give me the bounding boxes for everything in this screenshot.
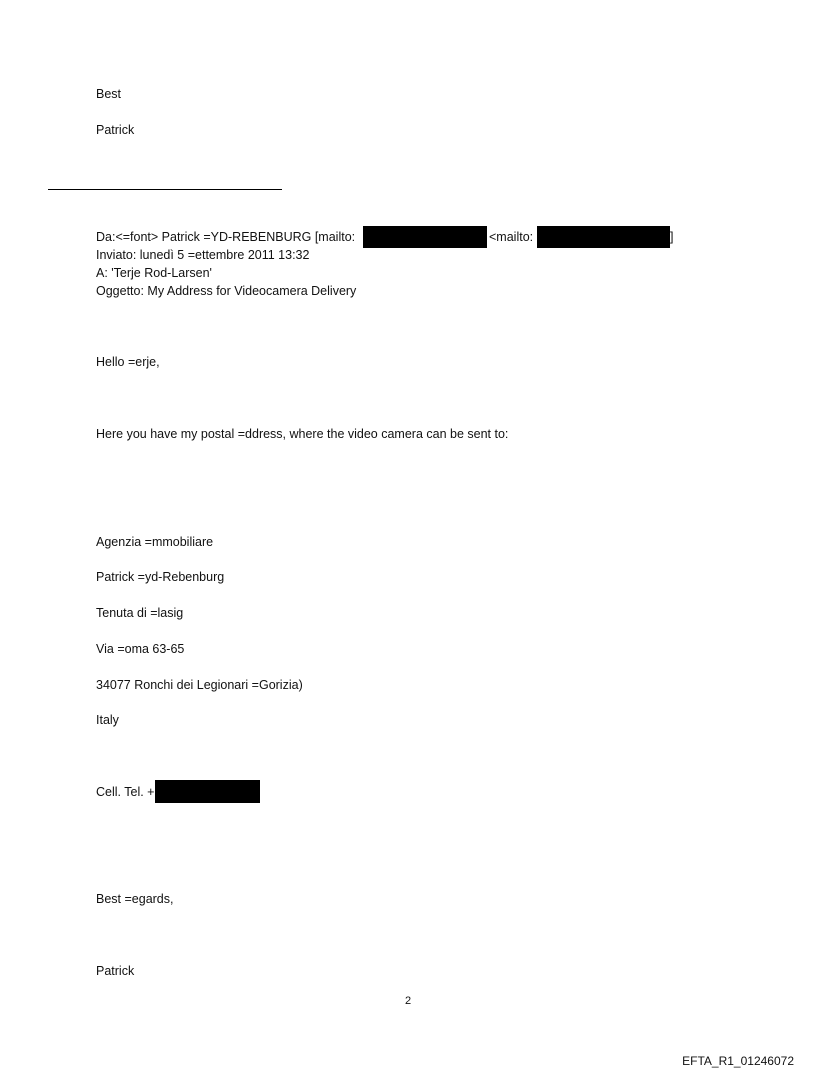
document-id: EFTA_R1_01246072 — [682, 1054, 794, 1068]
from-prefix: Da:<=font> Patrick =YD-REBENBURG [mailto: — [96, 230, 356, 244]
header-subject: Oggetto: My Address for Videocamera Delivery — [96, 284, 357, 298]
header-from-end: ] — [670, 230, 674, 244]
header-to: A: 'Terje Rod-Larsen' — [96, 266, 212, 280]
page-number: 2 — [404, 995, 412, 1007]
redaction-box — [363, 226, 487, 248]
closing-best: Best — [96, 87, 122, 101]
redaction-box — [537, 226, 670, 248]
separator-line — [48, 189, 282, 190]
address-line: Italy — [96, 713, 119, 727]
closing-name: Patrick — [96, 123, 135, 137]
header-sent: Inviato: lunedì 5 =ettembre 2011 13:32 — [96, 248, 310, 262]
address-line: Via =oma 63-65 — [96, 642, 185, 656]
header-from — [96, 229, 355, 245]
signature: Patrick — [96, 964, 135, 978]
greeting: Hello =erje, — [96, 355, 160, 369]
address-line: 34077 Ronchi dei Legionari =Gorizia) — [96, 678, 303, 692]
header-from-mailto2: <mailto: — [489, 230, 534, 244]
address-line: Agenzia =mmobiliare — [96, 535, 214, 549]
cell-label: Cell. Tel. + — [96, 785, 155, 799]
address-line: Patrick =yd-Rebenburg — [96, 570, 225, 584]
intro-text: Here you have my postal =ddress, where the video camera can be sent to: — [96, 427, 509, 441]
regards: Best =egards, — [96, 892, 174, 906]
redaction-box — [155, 780, 260, 803]
address-line: Tenuta di =lasig — [96, 606, 184, 620]
